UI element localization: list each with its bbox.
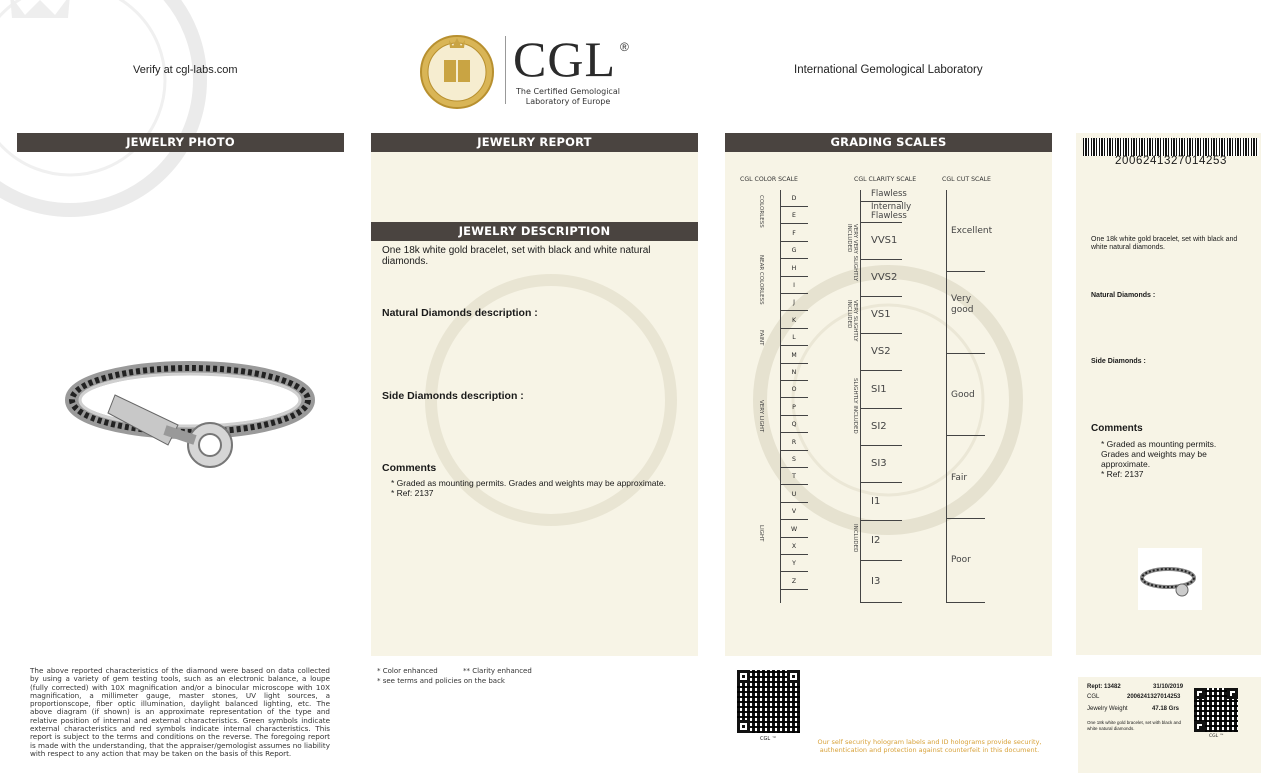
clarity-group-label: VERY VERY SLIGHTLY INCLUDED <box>846 224 858 282</box>
cut-grade: Poor <box>947 519 985 603</box>
color-grade: M <box>780 347 808 364</box>
card-natural-title: Natural Diamonds : <box>1091 292 1156 299</box>
cgl-seal-icon <box>417 30 497 110</box>
stub-weight-value: 47.18 Grs <box>1152 706 1180 712</box>
bracelet-image-icon <box>60 345 330 475</box>
comment-2: * Ref: 2137 <box>391 488 434 498</box>
color-grade: F <box>780 225 808 242</box>
color-grade: S <box>780 451 808 468</box>
logo-subtitle-1: The Certified Gemological <box>516 87 620 96</box>
cut-grade: Very good <box>947 272 985 354</box>
cut-grade: Good <box>947 354 985 436</box>
clarity-grade: Internally Flawless <box>860 203 902 223</box>
color-grade: X <box>780 538 808 555</box>
clarity-grade: VVS1 <box>860 224 902 260</box>
footnote-clarity: ** Clarity enhanced <box>463 667 532 675</box>
color-grade: J <box>780 294 808 311</box>
color-grade: U <box>780 486 808 503</box>
stub-rpt: Rept: 13482 <box>1087 684 1121 690</box>
logo-registered: ® <box>620 40 629 54</box>
barcode <box>1083 138 1259 156</box>
clarity-grade: SI3 <box>860 447 902 483</box>
bracelet-thumb-icon <box>1138 548 1202 610</box>
color-grade: H <box>780 260 808 277</box>
clarity-group-label: SLIGHTLY INCLUDED <box>852 378 858 434</box>
clarity-grade: VS2 <box>860 335 902 371</box>
stub-date: 31/10/2019 <box>1153 684 1184 690</box>
color-grade: I <box>780 277 808 294</box>
card-comments-title: Comments <box>1091 423 1143 434</box>
footnote-terms: * see terms and policies on the back <box>377 677 505 685</box>
verify-text[interactable]: Verify at cgl-labs.com <box>133 64 238 76</box>
stub-desc: One 18k white gold bracelet, set with black and white natural diamonds. <box>1087 720 1182 731</box>
stub-qr[interactable] <box>1194 688 1238 732</box>
background-watermark-left <box>0 0 360 260</box>
natural-title: Natural Diamonds description : <box>382 307 538 319</box>
stub-qr-label: CGL ™ <box>1209 734 1225 739</box>
description-text: One 18k white gold bracelet, set with black and white natural diamonds. <box>382 245 651 267</box>
grading-header: GRADING SCALES <box>725 133 1052 152</box>
color-scale-title: CGL COLOR SCALE <box>740 176 798 183</box>
side-title: Side Diamonds description : <box>382 390 524 402</box>
card-side-title: Side Diamonds : <box>1091 358 1146 365</box>
color-group-label: FAINT <box>758 330 764 346</box>
qr-label: CGL ™ <box>760 736 777 742</box>
color-grade: V <box>780 503 808 520</box>
color-group-label: COLORLESS <box>758 195 764 228</box>
crest-watermark-icon <box>0 0 360 260</box>
color-grade: L <box>780 329 808 346</box>
cut-scale-title: CGL CUT SCALE <box>942 176 991 183</box>
clarity-scale-title: CGL CLARITY SCALE <box>854 176 917 183</box>
card-description: One 18k white gold bracelet, set with black and white natural diamonds. <box>1091 236 1238 251</box>
card-photo <box>1138 548 1202 610</box>
color-grade: P <box>780 399 808 416</box>
barcode-number: 2006241327014253 <box>1115 155 1227 167</box>
photo-header: JEWELRY PHOTO <box>17 133 344 152</box>
color-grade: D <box>780 190 808 207</box>
clarity-grade: VS1 <box>860 298 902 334</box>
color-grade: T <box>780 468 808 485</box>
stub-cgl-label: CGL <box>1087 694 1100 700</box>
color-grade: N <box>780 364 808 381</box>
bracelet-photo <box>60 345 330 475</box>
description-header: JEWELRY DESCRIPTION <box>371 222 698 241</box>
stub-weight-label: Jewelry Weight <box>1087 706 1128 712</box>
comment-1: * Graded as mounting permits. Grades and weights may be approximate. <box>391 478 666 488</box>
qr-code[interactable] <box>737 670 800 733</box>
color-group-label: VERY LIGHT <box>758 400 764 433</box>
color-grade: Y <box>780 555 808 572</box>
color-grade: R <box>780 434 808 451</box>
cgl-logo <box>417 30 632 110</box>
clarity-grade: SI1 <box>860 372 902 409</box>
cut-grade: Fair <box>947 437 985 519</box>
color-grade: W <box>780 521 808 538</box>
color-grade: K <box>780 312 808 329</box>
footnote-color: * Color enhanced <box>377 667 438 675</box>
color-grade: Z <box>780 573 808 590</box>
color-grade: E <box>780 207 808 224</box>
clarity-grade: SI2 <box>860 410 902 446</box>
logo-subtitle-2: Laboratory of Europe <box>525 97 611 106</box>
lab-name: International Gemological Laboratory <box>794 64 983 76</box>
clarity-grade: VVS2 <box>860 261 902 297</box>
report-header: JEWELRY REPORT <box>371 133 698 152</box>
clarity-group-label: VERY SLIGHTLY INCLUDED <box>846 300 858 342</box>
color-group-label: NEAR COLORLESS <box>758 255 764 305</box>
clarity-grade: I2 <box>860 522 902 561</box>
color-grade: Q <box>780 416 808 433</box>
security-text: Our self security hologram labels and ID holograms provide security, authentication and protection against counterfeit in this document. <box>817 738 1042 754</box>
color-group-label: LIGHT <box>758 525 764 542</box>
clarity-grade: Flawless <box>860 190 902 202</box>
disclaimer: The above reported characteristics of the diamond were based on data collected by using a variety of gem testing tools, such as an electronic balance, a loupe (fully corrected) with 10X magnification and/or a binocular microscope with 10X magnification, a millimeter gauge, master stones, UV light sources, a proportionscope, fiber optic illumination, daylight balanced lighting, etc. The above diagram (if shown) is an approximate representation of the type and relative position of internal and external characteristics. Green symbols indicate external characteristics and red symbols indicate internal characteristics. This report is subject to the terms and conditions on the reverse. The foregoing report is made with the understanding, that the appraiser/gemologist assumes no liability with respect to any action that may be taken on the basis of this Report. <box>30 666 330 758</box>
logo-text: CGL <box>513 31 616 87</box>
stub-cgl-value: 2006241327014253 <box>1127 694 1181 700</box>
card-comments: * Graded as mounting permits. Grades and weights may be approximate. * Ref: 2137 <box>1101 439 1217 479</box>
clarity-grade: I3 <box>860 562 902 603</box>
comments-title: Comments <box>382 462 437 474</box>
color-grade: O <box>780 381 808 398</box>
color-grade: G <box>780 242 808 259</box>
clarity-group-label: INCLUDED <box>852 524 858 553</box>
clarity-grade: I1 <box>860 484 902 521</box>
cut-grade: Excellent <box>947 190 985 272</box>
